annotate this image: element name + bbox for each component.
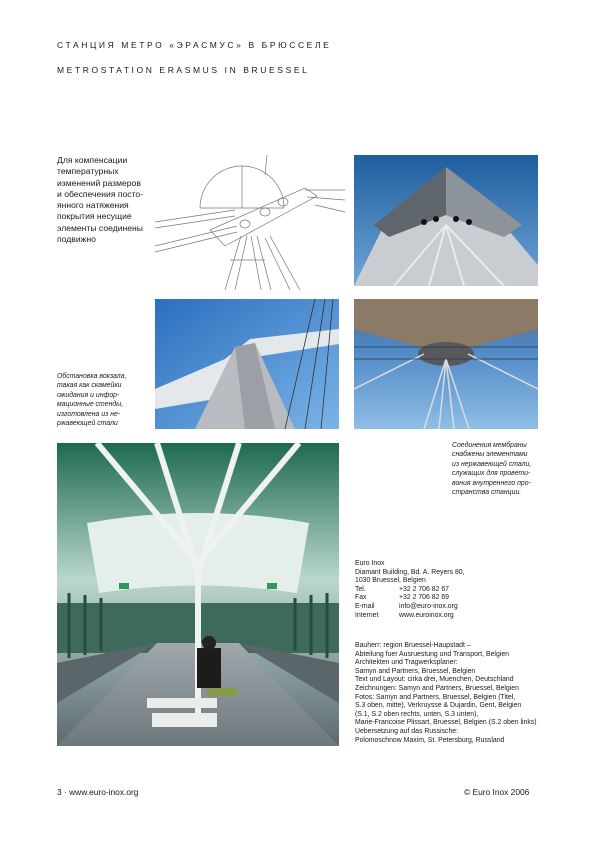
- credit-line: Uebersetzung auf das Russische:: [355, 727, 459, 735]
- caption-line: Обстановка вокзала,: [57, 373, 127, 380]
- email-label: E-mail: [355, 602, 375, 610]
- photo-station-platform: [57, 443, 339, 746]
- caption-line: такая как скамейки: [57, 382, 122, 390]
- note-line: и обеспечения посто-: [57, 188, 144, 199]
- caption-connections: [452, 441, 552, 497]
- caption-line: изготовлена из не-: [57, 410, 121, 418]
- caption-line: вония внутреннего про-: [452, 479, 531, 487]
- credit-line: S.3 oben, mitte), Verkruysse & Dujardin, Gent, Belgien: [355, 702, 522, 710]
- credits-block: [355, 642, 580, 745]
- internet-row: [355, 612, 560, 621]
- tel-row: [355, 586, 560, 595]
- note-line: янного натяжения: [57, 200, 129, 211]
- email-row: [355, 603, 560, 612]
- credit-line: Polomoschnow Maxim, St. Petersburg, Russland: [355, 736, 505, 744]
- note-line: элементы соединены: [57, 222, 143, 233]
- credit-line: Text und Layout: cirka drei, Muenchen, Deutschland: [355, 676, 514, 684]
- credit-line: (S.1, S.2 oben rechts, unten, S.3 unten),: [355, 710, 479, 718]
- note-line: покрытия несущие: [57, 211, 132, 222]
- internet-label: Internet: [355, 611, 379, 619]
- photo-membrane-connection: [354, 299, 538, 429]
- tel-label: Tel.: [355, 585, 366, 593]
- note-line: изменений размеров: [57, 177, 141, 188]
- caption-line: снабжены элементами: [452, 451, 528, 459]
- note-line: подвижно: [57, 234, 96, 245]
- tel-value: +32 2 706 82 67: [399, 585, 450, 593]
- title-russian: СТАНЦИЯ МЕТРО «ЭРАСМУС» В БРЮССЕЛЕ: [57, 40, 332, 50]
- photo-canopy-joint: [354, 155, 538, 286]
- email-value[interactable]: info@euro-inox.org: [399, 602, 458, 610]
- caption-line: странства станции.: [452, 489, 522, 497]
- credit-line: Samyn and Partners, Bruessel, Belgien: [355, 667, 476, 675]
- credit-line: Bauherr: region Bruessel-Haupstadt –: [355, 642, 471, 649]
- footer-page-url: 3 · www.euro-inox.org: [57, 787, 139, 797]
- caption-line: мационные стенды,: [57, 401, 124, 409]
- title-german: METROSTATION ERASMUS IN BRUESSEL: [57, 65, 310, 75]
- note-line: температурных: [57, 166, 119, 177]
- credit-line: Fotos: Samyn and Partners, Bruessel, Belgien (Titel,: [355, 693, 516, 701]
- footer-copyright: © Euro Inox 2006: [464, 787, 530, 797]
- joint-drawing: [155, 150, 345, 290]
- credit-line: Zeichnungen: Samyn and Partners, Bruessel, Belgien: [355, 684, 519, 692]
- fax-label: Fax: [355, 594, 367, 602]
- caption-line: Соединения мембраны: [452, 442, 527, 449]
- credit-line: Marie-Francoise Plissart, Bruessel, Belgien (S.2 oben links): [355, 719, 537, 727]
- contact-block: [355, 560, 560, 620]
- address-line: Diamant Building, Bd. A. Reyers 80,: [355, 568, 465, 576]
- caption-furniture: [57, 372, 157, 428]
- caption-line: служащих для провети-: [452, 470, 531, 478]
- address-line: 1030 Bruessel, Belgien: [355, 577, 426, 585]
- credit-line: Abteilung fuer Ausruestung und Transport, Belgien: [355, 650, 509, 658]
- caption-line: из нержавеющей стали,: [452, 460, 532, 468]
- photo-membrane-peak: [155, 299, 339, 429]
- fax-value: +32 2 706 82 69: [399, 594, 450, 602]
- internet-value[interactable]: www.euroinox.org: [399, 611, 454, 619]
- caption-line: ожидания и инфор-: [57, 391, 120, 399]
- fax-row: [355, 594, 560, 603]
- credit-line: Architekten und Tragwerksplaner:: [355, 659, 458, 667]
- company-name: Euro Inox: [355, 560, 385, 567]
- note-line: Для компенсации: [57, 155, 128, 165]
- caption-line: ржавеющей стали: [57, 420, 118, 428]
